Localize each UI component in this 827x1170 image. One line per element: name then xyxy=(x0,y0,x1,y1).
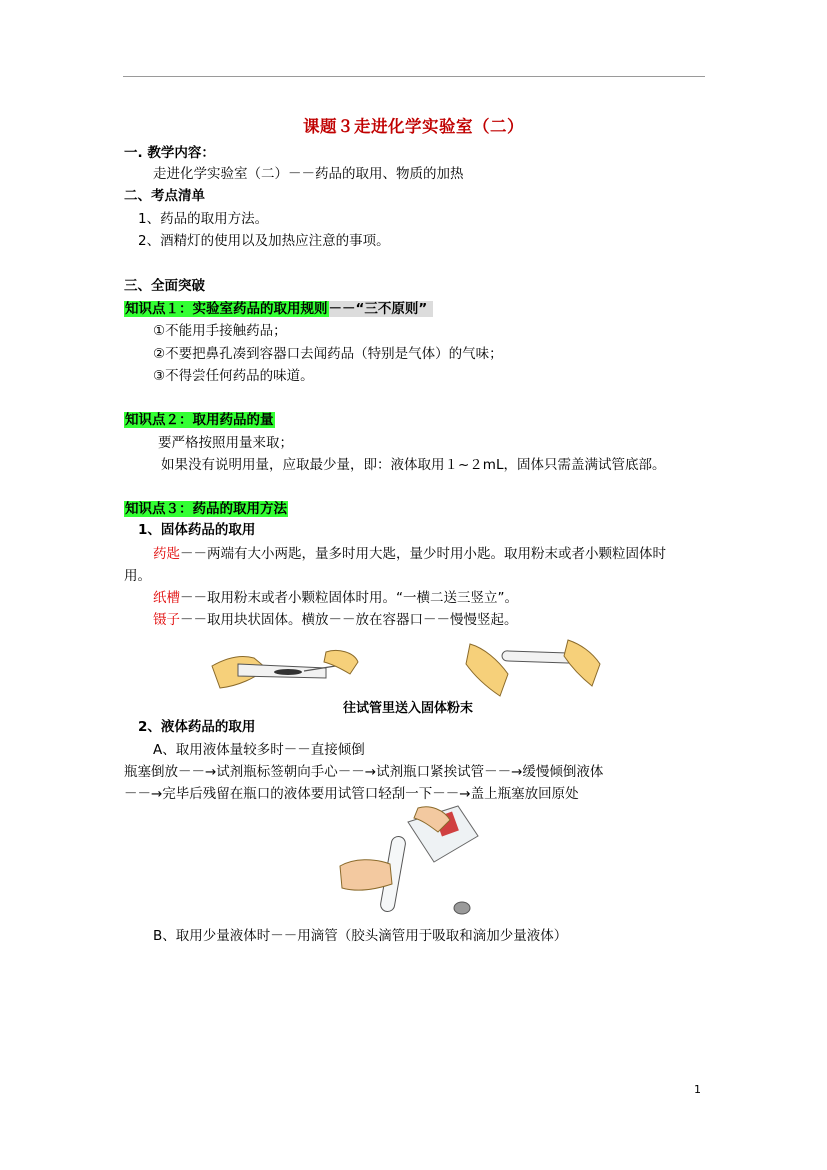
liquid-steps-2: －－→完毕后残留在瓶口的液体要用试管口轻刮一下－－→盖上瓶塞放回原处 xyxy=(124,786,579,802)
page-number: 1 xyxy=(694,1083,701,1096)
kp1-label: 知识点１：实验室药品的取用规则 xyxy=(125,301,328,317)
section2-item-2: 2、酒精灯的使用以及加热应注意的事项。 xyxy=(138,233,390,249)
kp1-suffix: －－“三不原则” xyxy=(329,301,434,317)
liquid-b: B、取用少量液体时－－用滴管（胶头滴管用于吸取和滴加少量液体） xyxy=(153,928,568,944)
tweezers-term: 镊子 xyxy=(153,612,180,628)
trough-text: －－取用粉末或者小颗粒固体时用。“一横二送三竖立”。 xyxy=(180,590,518,606)
liquid-heading: 2、液体药品的取用 xyxy=(138,719,256,735)
spoon-line xyxy=(153,544,666,564)
solid-heading: 1、固体药品的取用 xyxy=(138,522,256,538)
kp1-rule-2: ②不要把鼻孔凑到容器口去闻药品（特别是气体）的气味； xyxy=(153,346,503,362)
tweezers-line xyxy=(153,610,518,630)
kp3-heading xyxy=(124,499,288,519)
liquid-steps-1: 瓶塞倒放－－→试剂瓶标签朝向手心－－→试剂瓶口紧挨试管－－→缓慢倾倒液体 xyxy=(124,764,604,780)
section2-heading: 二、考点清单 xyxy=(124,188,205,204)
liquid-a: A、取用液体量较多时－－直接倾倒 xyxy=(153,742,365,758)
kp2-heading xyxy=(124,410,275,430)
spoon-term: 药匙 xyxy=(153,546,180,562)
kp3-label: 知识点３：药品的取用方法 xyxy=(125,501,287,517)
kp1-rule-3: ③不得尝任何药品的味道。 xyxy=(153,368,314,384)
tweezers-text: －－取用块状固体。横放－－放在容器口－－慢慢竖起。 xyxy=(180,612,518,628)
section3-heading: 三、全面突破 xyxy=(124,278,205,294)
page-title: 课题３走进化学实验室（二） xyxy=(303,117,524,136)
section1-heading: 一. 教学内容： xyxy=(124,145,215,161)
kp1-rule-1: ①不能用手接触药品； xyxy=(153,323,287,339)
section2-item-1: 1、药品的取用方法。 xyxy=(138,211,269,227)
stopper-icon xyxy=(454,902,470,914)
kp2-label: 知识点２：取用药品的量 xyxy=(125,412,274,428)
spoon-text: －－两端有大小两匙，量多时用大匙，量少时用小匙。取用粉末或者小颗粒固体时 xyxy=(180,546,666,562)
right-hands-tube-scene xyxy=(466,640,600,696)
section1-text: 走进化学实验室（二）－－药品的取用、物质的加热 xyxy=(153,166,464,182)
kp1-heading xyxy=(124,299,433,319)
trough-line xyxy=(153,588,518,608)
kp2-line-1: 要严格按照用量来取； xyxy=(158,435,293,451)
header-rule xyxy=(123,76,705,77)
pouring-liquid-illustration xyxy=(338,802,488,922)
spoon-line-2: 用。 xyxy=(124,568,151,584)
left-hand-tube-scene xyxy=(212,650,358,688)
kp2-line-2: 如果没有说明用量，应取最少量，即：液体取用１~２mL，固体只需盖满试管底部。 xyxy=(161,457,666,473)
solid-powder-illustration xyxy=(208,638,620,700)
trough-term: 纸槽 xyxy=(153,590,180,606)
solid-figure-caption: 往试管里送入固体粉末 xyxy=(343,701,474,716)
